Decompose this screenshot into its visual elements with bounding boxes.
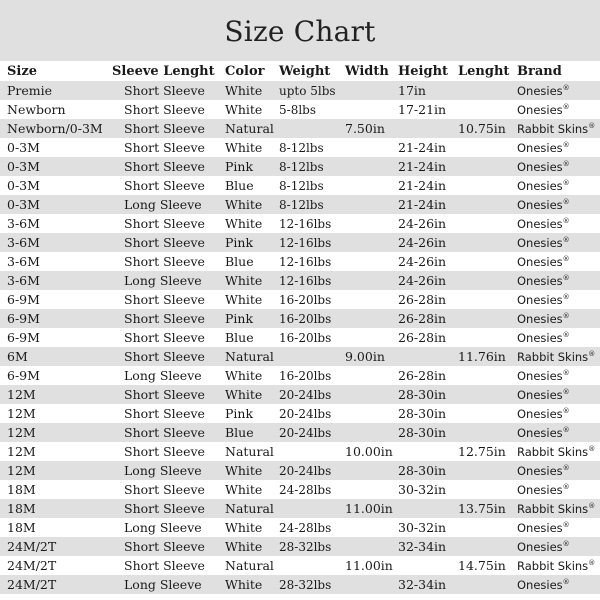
- cell-size: 12M: [7, 444, 36, 459]
- cell-size: 6-9M: [7, 311, 40, 326]
- cell-sleeve-length: Short Sleeve: [124, 349, 205, 364]
- cell-color: Natural: [225, 444, 274, 459]
- cell-weight: 8-12lbs: [279, 159, 324, 174]
- cell-brand: Onesies®: [517, 406, 570, 421]
- table-row: [0, 290, 600, 309]
- cell-color: Blue: [225, 254, 254, 269]
- cell-weight: 16-20lbs: [279, 292, 332, 307]
- cell-size: Newborn/0-3M: [7, 121, 103, 136]
- cell-width: [345, 366, 398, 385]
- table-row: [0, 385, 600, 404]
- registered-mark: ®: [588, 558, 596, 567]
- table-row: [0, 176, 600, 195]
- cell-width: [345, 176, 398, 195]
- cell-height: [398, 442, 458, 461]
- cell-weight: 24-28lbs: [279, 482, 332, 497]
- cell-color: Natural: [225, 501, 274, 516]
- cell-length: [458, 271, 517, 290]
- cell-sleeve-length: Short Sleeve: [124, 83, 205, 98]
- cell-width: [345, 461, 398, 480]
- cell-weight: 28-32lbs: [279, 577, 332, 592]
- cell-sleeve-length: Long Sleeve: [124, 368, 202, 383]
- registered-mark: ®: [562, 311, 570, 320]
- cell-height: 17in: [398, 83, 426, 98]
- registered-mark: ®: [562, 406, 570, 415]
- cell-length: [458, 290, 517, 309]
- table-row: [0, 556, 600, 575]
- cell-sleeve-length: Short Sleeve: [124, 330, 205, 345]
- cell-brand: Onesies®: [517, 140, 570, 155]
- cell-size: 0-3M: [7, 197, 40, 212]
- cell-size: 24M/2T: [7, 577, 57, 592]
- table-row: [0, 214, 600, 233]
- column-header-brand: Brand: [517, 63, 562, 79]
- cell-width: [345, 480, 398, 499]
- cell-size: Newborn: [7, 102, 66, 117]
- cell-brand: Onesies®: [517, 216, 570, 231]
- cell-length: [458, 480, 517, 499]
- column-header-width: Width: [345, 63, 389, 79]
- registered-mark: ®: [562, 140, 570, 149]
- table-row: [0, 119, 600, 138]
- registered-mark: ®: [562, 520, 570, 529]
- cell-length: [458, 518, 517, 537]
- cell-height: 21-24in: [398, 140, 447, 155]
- cell-length: [458, 385, 517, 404]
- cell-height: 26-28in: [398, 311, 447, 326]
- registered-mark: ®: [588, 121, 596, 130]
- table-header-row: [0, 61, 600, 81]
- cell-sleeve-length: Short Sleeve: [124, 235, 205, 250]
- cell-size: 0-3M: [7, 159, 40, 174]
- cell-weight: 20-24lbs: [279, 406, 332, 421]
- cell-height: 26-28in: [398, 292, 447, 307]
- cell-sleeve-length: Long Sleeve: [124, 197, 202, 212]
- cell-height: 30-32in: [398, 482, 447, 497]
- table-row: [0, 157, 600, 176]
- cell-weight: 20-24lbs: [279, 425, 332, 440]
- cell-width: [345, 252, 398, 271]
- cell-size: 3-6M: [7, 235, 40, 250]
- cell-width: [345, 233, 398, 252]
- cell-size: 12M: [7, 425, 36, 440]
- registered-mark: ®: [562, 102, 570, 111]
- cell-sleeve-length: Long Sleeve: [124, 520, 202, 535]
- cell-width: [345, 385, 398, 404]
- cell-size: 24M/2T: [7, 539, 57, 554]
- cell-width: 10.00in: [345, 444, 393, 459]
- cell-color: Natural: [225, 349, 274, 364]
- cell-color: White: [225, 83, 263, 98]
- cell-width: 11.00in: [345, 558, 393, 573]
- cell-color: Pink: [225, 235, 254, 250]
- registered-mark: ®: [588, 501, 596, 510]
- cell-sleeve-length: Short Sleeve: [124, 216, 205, 231]
- cell-color: White: [225, 539, 263, 554]
- cell-brand: Onesies®: [517, 368, 570, 383]
- cell-length: [458, 195, 517, 214]
- cell-size: 6M: [7, 349, 28, 364]
- cell-weight: [279, 347, 345, 366]
- cell-weight: [279, 499, 345, 518]
- cell-length: 14.75in: [458, 558, 506, 573]
- cell-size: 18M: [7, 501, 36, 516]
- cell-color: White: [225, 482, 263, 497]
- cell-weight: 16-20lbs: [279, 368, 332, 383]
- cell-width: [345, 290, 398, 309]
- cell-sleeve-length: Short Sleeve: [124, 501, 205, 516]
- cell-color: Blue: [225, 178, 254, 193]
- cell-height: 21-24in: [398, 159, 447, 174]
- cell-weight: 16-20lbs: [279, 311, 332, 326]
- cell-weight: 5-8lbs: [279, 102, 317, 117]
- cell-height: 28-30in: [398, 463, 447, 478]
- cell-width: [345, 518, 398, 537]
- cell-width: [345, 423, 398, 442]
- cell-width: [345, 575, 398, 594]
- registered-mark: ®: [562, 463, 570, 472]
- registered-mark: ®: [562, 83, 570, 92]
- cell-size: 3-6M: [7, 216, 40, 231]
- registered-mark: ®: [562, 159, 570, 168]
- registered-mark: ®: [562, 577, 570, 586]
- cell-color: Natural: [225, 558, 274, 573]
- cell-height: 32-34in: [398, 539, 447, 554]
- cell-brand: Onesies®: [517, 83, 570, 98]
- cell-length: 12.75in: [458, 444, 506, 459]
- cell-height: 28-30in: [398, 406, 447, 421]
- registered-mark: ®: [562, 216, 570, 225]
- cell-width: 9.00in: [345, 349, 385, 364]
- cell-weight: 24-28lbs: [279, 520, 332, 535]
- cell-length: [458, 100, 517, 119]
- cell-weight: upto 5lbs: [279, 83, 336, 98]
- cell-height: 28-30in: [398, 387, 447, 402]
- registered-mark: ®: [562, 387, 570, 396]
- cell-color: Blue: [225, 425, 254, 440]
- cell-sleeve-length: Short Sleeve: [124, 406, 205, 421]
- table-row: [0, 100, 600, 119]
- registered-mark: ®: [562, 292, 570, 301]
- registered-mark: ®: [588, 444, 596, 453]
- cell-color: White: [225, 197, 263, 212]
- cell-size: 12M: [7, 387, 36, 402]
- cell-size: Premie: [7, 83, 53, 98]
- registered-mark: ®: [562, 539, 570, 548]
- cell-sleeve-length: Short Sleeve: [124, 102, 205, 117]
- cell-sleeve-length: Long Sleeve: [124, 273, 202, 288]
- cell-sleeve-length: Short Sleeve: [124, 140, 205, 155]
- cell-weight: 20-24lbs: [279, 387, 332, 402]
- cell-size: 24M/2T: [7, 558, 57, 573]
- table-row: [0, 347, 600, 366]
- cell-brand: Onesies®: [517, 311, 570, 326]
- cell-color: Pink: [225, 311, 254, 326]
- cell-width: [345, 214, 398, 233]
- cell-brand: Onesies®: [517, 292, 570, 307]
- cell-color: White: [225, 520, 263, 535]
- column-header-sleeve-length: Sleeve Lenght: [112, 63, 215, 79]
- cell-width: [345, 195, 398, 214]
- page-title: Size Chart: [224, 15, 376, 48]
- size-chart-table: [0, 61, 600, 594]
- cell-width: 11.00in: [345, 501, 393, 516]
- cell-height: 24-26in: [398, 273, 447, 288]
- column-header-size: Size: [7, 63, 37, 79]
- cell-length: [458, 423, 517, 442]
- cell-weight: [279, 119, 345, 138]
- cell-height: [398, 119, 458, 138]
- cell-sleeve-length: Short Sleeve: [124, 311, 205, 326]
- cell-height: 26-28in: [398, 368, 447, 383]
- cell-length: [458, 157, 517, 176]
- table-row: [0, 518, 600, 537]
- cell-size: 12M: [7, 406, 36, 421]
- cell-color: White: [225, 273, 263, 288]
- column-header-height: Height: [398, 63, 449, 79]
- cell-brand: Onesies®: [517, 482, 570, 497]
- cell-length: 10.75in: [458, 121, 506, 136]
- cell-weight: 8-12lbs: [279, 140, 324, 155]
- cell-size: 6-9M: [7, 330, 40, 345]
- cell-sleeve-length: Short Sleeve: [124, 254, 205, 269]
- cell-color: Pink: [225, 159, 254, 174]
- cell-length: [458, 138, 517, 157]
- cell-sleeve-length: Short Sleeve: [124, 159, 205, 174]
- cell-weight: 12-16lbs: [279, 235, 332, 250]
- table-row: [0, 252, 600, 271]
- table-body: [0, 81, 600, 594]
- cell-weight: 20-24lbs: [279, 463, 332, 478]
- cell-brand: Onesies®: [517, 273, 570, 288]
- cell-size: 6-9M: [7, 368, 40, 383]
- cell-length: [458, 214, 517, 233]
- cell-weight: 28-32lbs: [279, 539, 332, 554]
- table-row: [0, 404, 600, 423]
- cell-length: 11.76in: [458, 349, 506, 364]
- table-row: [0, 575, 600, 594]
- cell-brand: Onesies®: [517, 178, 570, 193]
- cell-width: [345, 537, 398, 556]
- table-row: [0, 233, 600, 252]
- cell-brand: Rabbit Skins®: [517, 121, 596, 136]
- cell-height: 28-30in: [398, 425, 447, 440]
- cell-width: 7.50in: [345, 121, 385, 136]
- cell-length: [458, 309, 517, 328]
- cell-brand: Onesies®: [517, 254, 570, 269]
- table-row: [0, 499, 600, 518]
- table-row: [0, 81, 600, 100]
- cell-weight: 12-16lbs: [279, 216, 332, 231]
- cell-height: 32-34in: [398, 577, 447, 592]
- cell-height: 24-26in: [398, 216, 447, 231]
- registered-mark: ®: [562, 330, 570, 339]
- cell-size: 6-9M: [7, 292, 40, 307]
- cell-height: 21-24in: [398, 197, 447, 212]
- cell-length: 13.75in: [458, 501, 506, 516]
- cell-length: [458, 537, 517, 556]
- cell-size: 12M: [7, 463, 36, 478]
- table-row: [0, 461, 600, 480]
- cell-width: [345, 100, 398, 119]
- cell-width: [345, 309, 398, 328]
- cell-color: White: [225, 368, 263, 383]
- cell-length: [458, 176, 517, 195]
- cell-sleeve-length: Long Sleeve: [124, 463, 202, 478]
- cell-brand: Onesies®: [517, 330, 570, 345]
- cell-length: [458, 81, 517, 100]
- cell-color: White: [225, 216, 263, 231]
- column-header-color: Color: [225, 63, 265, 79]
- cell-height: 21-24in: [398, 178, 447, 193]
- cell-color: White: [225, 102, 263, 117]
- cell-color: White: [225, 577, 263, 592]
- registered-mark: ®: [562, 273, 570, 282]
- cell-color: White: [225, 140, 263, 155]
- registered-mark: ®: [562, 235, 570, 244]
- registered-mark: ®: [562, 425, 570, 434]
- table-row: [0, 195, 600, 214]
- table-row: [0, 271, 600, 290]
- cell-weight: [279, 442, 345, 461]
- registered-mark: ®: [562, 254, 570, 263]
- registered-mark: ®: [562, 178, 570, 187]
- cell-brand: Onesies®: [517, 102, 570, 117]
- cell-brand: Onesies®: [517, 577, 570, 592]
- cell-length: [458, 575, 517, 594]
- cell-size: 18M: [7, 520, 36, 535]
- table-row: [0, 138, 600, 157]
- cell-sleeve-length: Short Sleeve: [124, 292, 205, 307]
- cell-brand: Onesies®: [517, 425, 570, 440]
- cell-brand: Rabbit Skins®: [517, 501, 596, 516]
- cell-weight: 8-12lbs: [279, 178, 324, 193]
- table-row: [0, 442, 600, 461]
- cell-length: [458, 328, 517, 347]
- cell-width: [345, 138, 398, 157]
- cell-weight: 12-16lbs: [279, 254, 332, 269]
- cell-length: [458, 233, 517, 252]
- cell-brand: Rabbit Skins®: [517, 444, 596, 459]
- cell-sleeve-length: Short Sleeve: [124, 387, 205, 402]
- cell-sleeve-length: Short Sleeve: [124, 178, 205, 193]
- column-header-weight: Weight: [279, 63, 331, 79]
- cell-sleeve-length: Short Sleeve: [124, 425, 205, 440]
- registered-mark: ®: [562, 368, 570, 377]
- table-row: [0, 366, 600, 385]
- cell-height: [398, 347, 458, 366]
- registered-mark: ®: [588, 349, 596, 358]
- cell-width: [345, 328, 398, 347]
- cell-size: 3-6M: [7, 254, 40, 269]
- cell-brand: Rabbit Skins®: [517, 349, 596, 364]
- cell-width: [345, 271, 398, 290]
- cell-sleeve-length: Long Sleeve: [124, 577, 202, 592]
- cell-height: 26-28in: [398, 330, 447, 345]
- cell-brand: Rabbit Skins®: [517, 558, 596, 573]
- cell-height: 30-32in: [398, 520, 447, 535]
- title-band: [0, 0, 600, 61]
- cell-sleeve-length: Short Sleeve: [124, 539, 205, 554]
- cell-size: 0-3M: [7, 140, 40, 155]
- cell-color: Blue: [225, 330, 254, 345]
- table-row: [0, 537, 600, 556]
- cell-brand: Onesies®: [517, 520, 570, 535]
- cell-length: [458, 461, 517, 480]
- table-row: [0, 328, 600, 347]
- cell-color: White: [225, 387, 263, 402]
- cell-brand: Onesies®: [517, 197, 570, 212]
- cell-color: Pink: [225, 406, 254, 421]
- cell-size: 3-6M: [7, 273, 40, 288]
- cell-height: [398, 499, 458, 518]
- table-row: [0, 309, 600, 328]
- cell-length: [458, 404, 517, 423]
- registered-mark: ®: [562, 197, 570, 206]
- cell-length: [458, 252, 517, 271]
- cell-sleeve-length: Short Sleeve: [124, 444, 205, 459]
- cell-height: 17-21in: [398, 102, 447, 117]
- cell-length: [458, 366, 517, 385]
- registered-mark: ®: [562, 482, 570, 491]
- cell-weight: 8-12lbs: [279, 197, 324, 212]
- cell-brand: Onesies®: [517, 387, 570, 402]
- cell-weight: [279, 556, 345, 575]
- cell-sleeve-length: Short Sleeve: [124, 482, 205, 497]
- cell-brand: Onesies®: [517, 463, 570, 478]
- cell-color: White: [225, 463, 263, 478]
- cell-width: [345, 157, 398, 176]
- cell-brand: Onesies®: [517, 235, 570, 250]
- cell-weight: 12-16lbs: [279, 273, 332, 288]
- cell-brand: Onesies®: [517, 539, 570, 554]
- table-row: [0, 423, 600, 442]
- cell-weight: 16-20lbs: [279, 330, 332, 345]
- cell-height: 24-26in: [398, 235, 447, 250]
- cell-color: Natural: [225, 121, 274, 136]
- column-header-length: Lenght: [458, 63, 510, 79]
- cell-width: [345, 404, 398, 423]
- cell-brand: Onesies®: [517, 159, 570, 174]
- cell-height: [398, 556, 458, 575]
- cell-color: White: [225, 292, 263, 307]
- cell-size: 18M: [7, 482, 36, 497]
- cell-width: [345, 81, 398, 100]
- cell-height: 24-26in: [398, 254, 447, 269]
- cell-size: 0-3M: [7, 178, 40, 193]
- cell-sleeve-length: Short Sleeve: [124, 121, 205, 136]
- table-row: [0, 480, 600, 499]
- cell-sleeve-length: Short Sleeve: [124, 558, 205, 573]
